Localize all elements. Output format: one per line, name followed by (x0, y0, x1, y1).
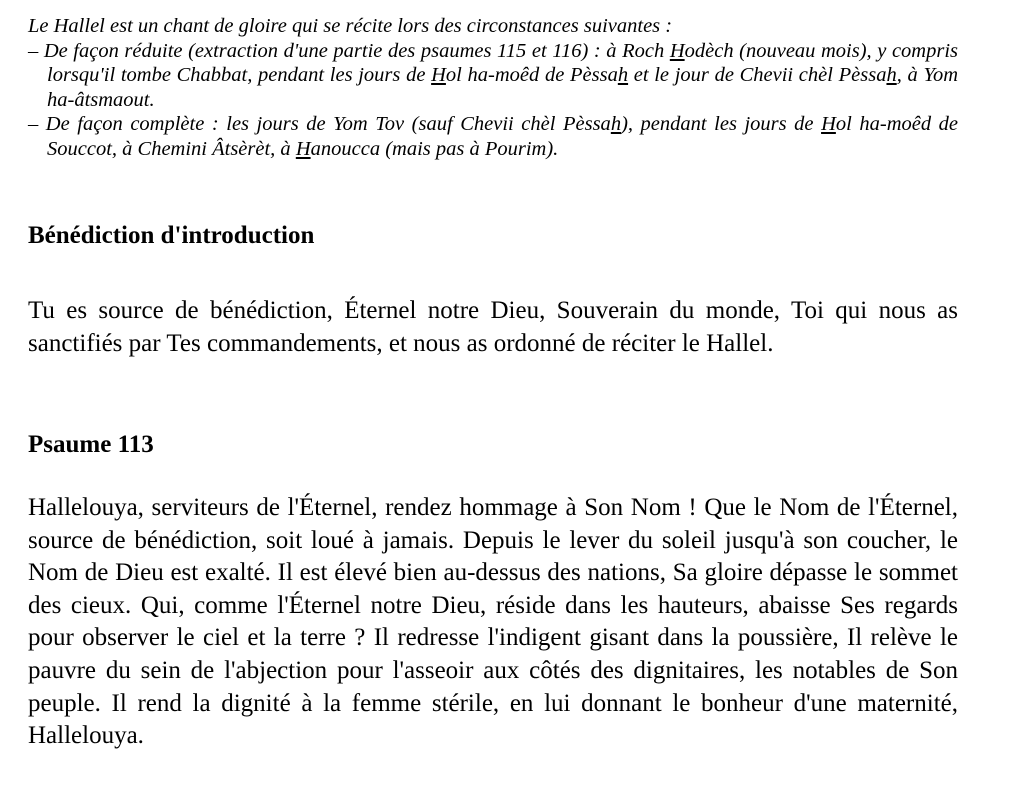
intro-bullet-reduced (28, 39, 958, 113)
bullet1-underlined-2: H (431, 64, 446, 86)
bullet1-part-d: et le jour de Chevii chèl Pèssa (628, 64, 887, 86)
bullet1-part-e: , à Yom ha-âtsmaout. (47, 64, 959, 111)
intro-bullet-complete (28, 112, 958, 161)
bullet2-part-b: ), pendant les jours de (621, 113, 822, 135)
bullet2-underlined-3: H (295, 137, 311, 160)
bullet2-part-a: – De façon complète : les jours de Yom Tov (sauf Chevii chèl Pèssa (28, 113, 611, 135)
section-text-psalm: Hallelouya, serviteurs de l'Éternel, rendez hommage à Son Nom ! Que le Nom de l'Éternel, source de bénédiction, soit loué à jamais. Depuis le lever du soleil jusqu'à son coucher, le Nom de Dieu est exalté. Il est élevé bien au-dessus des nations, Sa gloire dépasse le sommet des cieux. Qui, comme l'Éternel notre Dieu, réside dans les hauteurs, abaisse Ses regards pour observer le ciel et la terre ? Il redresse l'indigent gisant dans la poussière, Il relève le pauvre du sein de l'abjection pour l'asseoir aux côtés des dignitaires, les notables de Son peuple. Il rend la dignité à la femme stérile, en lui donnant le bonheur d'une maternité, Hallelouya. (28, 494, 958, 750)
bullet1-part-a: – De façon réduite (extraction d'une partie des psaumes 115 et 116) : à Roch (28, 39, 670, 62)
bullet1-underlined-1: H (669, 39, 685, 62)
section-text-blessing: Tu es source de bénédiction, Éternel notre Dieu, Souverain du monde, Toi qui nous as sanctifiés par Tes commandements, et nous as ordonné de réciter le Hallel. (28, 297, 958, 357)
bullet2-underlined-2: H (821, 113, 836, 135)
bullet1-part-b: odèch (nouveau mois), y compris lorsqu'il tombe Chabbat, pendant les jours de (47, 39, 958, 86)
bullet2-part-d: anoucca (mais pas à Pourim). (310, 137, 559, 160)
bullet1-underlined-3: h (617, 64, 629, 86)
bullet2-part-c: ol ha-moêd de Souccot, à Chemini Âtsèrèt, à (47, 113, 958, 160)
intro-block (28, 14, 958, 161)
bullet1-underlined-4: h (886, 64, 897, 86)
intro-line: Le Hallel est un chant de gloire qui se récite lors des circonstances suivantes : (28, 15, 673, 37)
section-heading-psalm: Psaume 113 (28, 431, 154, 458)
bullet1-part-c: ol ha-moêd de Pèssa (445, 64, 618, 86)
section-heading-blessing: Bénédiction d'introduction (28, 222, 315, 249)
bullet2-underlined-1: h (610, 113, 622, 135)
document-page (28, 14, 959, 750)
